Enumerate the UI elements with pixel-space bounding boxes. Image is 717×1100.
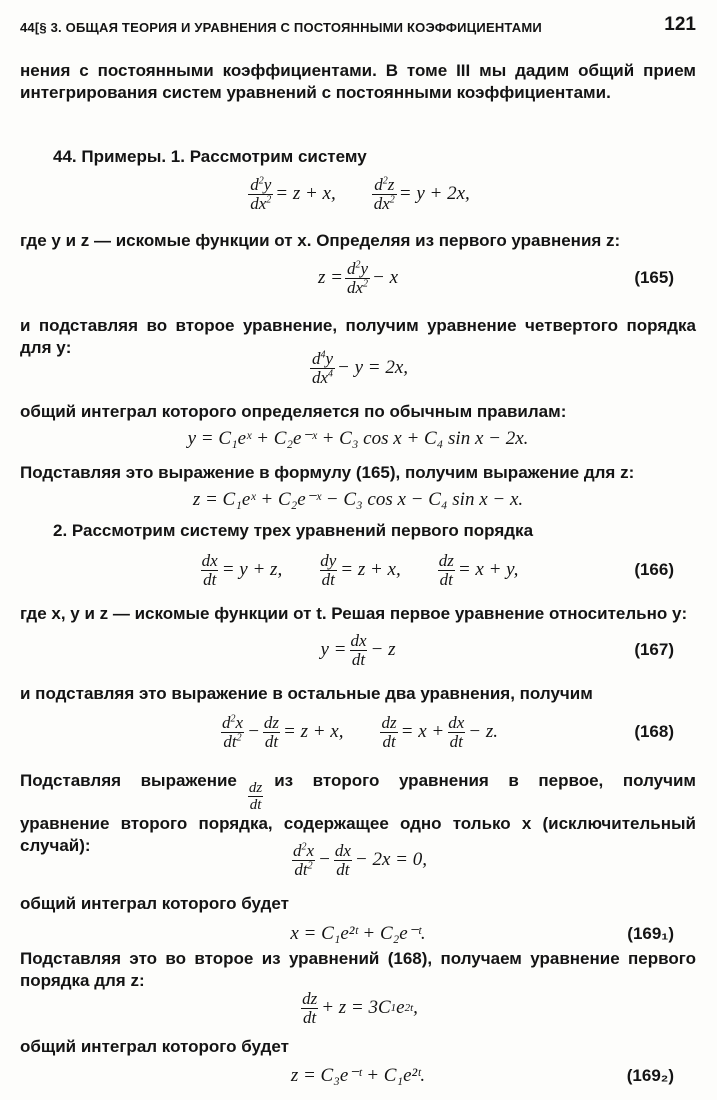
example2-heading: 2. Рассмотрим систему трех уравнений первого порядка [53, 521, 534, 540]
equation-169-1 [20, 914, 696, 952]
equation-169-2 [20, 1056, 696, 1094]
example2-subst-second: Подставляя это во второе из уравнений (168), получаем уравнение первого порядка для z: [20, 949, 696, 990]
example1-where: где y и z — искомые функции от x. Определяя из первого уравнения z: [20, 231, 621, 250]
example1-heading-bold: 44. Примеры. 1. [53, 147, 185, 166]
equation-166: dx dt = y + z, dy dt = z + x, dz dt = x + y, (166) [201, 550, 674, 589]
equation-number: (165) [634, 268, 674, 287]
example1-subst2: Подставляя это выражение в формулу (165), получим выражение для z: [20, 463, 635, 482]
example2-subst: и подставляя это выражение в остальные два уравнения, получим [20, 684, 593, 703]
example1-general: общий интеграл которого определяется по обычным правилам: [20, 402, 567, 421]
equation-number: (166) [634, 560, 674, 579]
equation-number: (169₂) [626, 1066, 674, 1085]
example2-general2: общий интеграл которого будет [20, 1037, 289, 1056]
equation-165: z = $d^2y$ $dx^2$ − x (165) [317, 258, 674, 297]
subst-dz-post: из второго уравнения в первое, получим уравнение второго порядка, содержащее одно только x (исключительный случай): [20, 771, 696, 855]
equation-number: (167) [634, 640, 674, 659]
subst-dz-pre: Подставляя выражение [20, 771, 237, 790]
equation-second-order: $d^2x$ $dt^2$ − dx dt − 2x = 0, [293, 840, 427, 879]
equation-167: y = dx dt − z (167) [320, 630, 674, 669]
equation-system-1: $d^2y$ $dx^2$ = z + x, $d^2z$ $dx^2$ = y + 2x, [250, 174, 470, 213]
running-header [20, 14, 696, 40]
equation-y-solution-text: y = C₁eˣ + C₂e⁻ˣ + C₃ cos x + C₄ sin x − 2x. [187, 427, 529, 449]
example2-general: общий интеграл которого будет [20, 894, 289, 913]
example1-heading-text: Рассмотрим систему [184, 147, 367, 166]
example1-subst: и подставляя во второе уравнение, получим уравнение четвертого порядка для y: [20, 316, 696, 357]
equation-169-1-text: x = C₁e²ᵗ + C₂e⁻ᵗ. [290, 922, 426, 944]
example2-subst-dz: Подставляя выражение $\frac{dz}{dt}$ из второго уравнения в первое, получим уравнение второго порядка, содержащее одно только x (исключительный случай): [20, 771, 696, 855]
equation-first-order-z: dz dt + z = 3C 1 e 2t , [302, 988, 418, 1027]
equation-169-2-text: z = C₃e⁻ᵗ + C₁e²ᵗ. [290, 1064, 426, 1086]
section-title: 44[§ 3. ОБЩАЯ ТЕОРИЯ И УРАВНЕНИЯ С ПОСТОЯННЫМИ КОЭФФИЦИЕНТАМИ [20, 20, 542, 35]
example2-where: где x, y и z — искомые функции от t. Решая первое уравнение относительно y: [20, 604, 688, 623]
equation-168: $d^2x$ $dt^2$ − dz dt = z + x, dz dt = x + dx dt − z. (168) [222, 712, 674, 751]
equation-number: (169₁) [627, 924, 674, 943]
equation-number: (168) [634, 722, 674, 741]
page-number: 121 [664, 14, 696, 35]
equation-fourth-order: $d^4y$ $dx^4$ − y = 2x, [311, 348, 409, 387]
equation-y-solution [20, 419, 696, 457]
equation-z-solution [20, 480, 696, 518]
equation-z-solution-text: z = C₁eˣ + C₂e⁻ˣ − C₃ cos x − C₄ sin x − x. [192, 488, 524, 510]
paragraph-top: нения с постоянными коэффициентами. В томе III мы дадим общий прием интегрирования систем уравнений с постоянными коэффициентами. [20, 61, 696, 102]
example1-heading [20, 146, 696, 168]
